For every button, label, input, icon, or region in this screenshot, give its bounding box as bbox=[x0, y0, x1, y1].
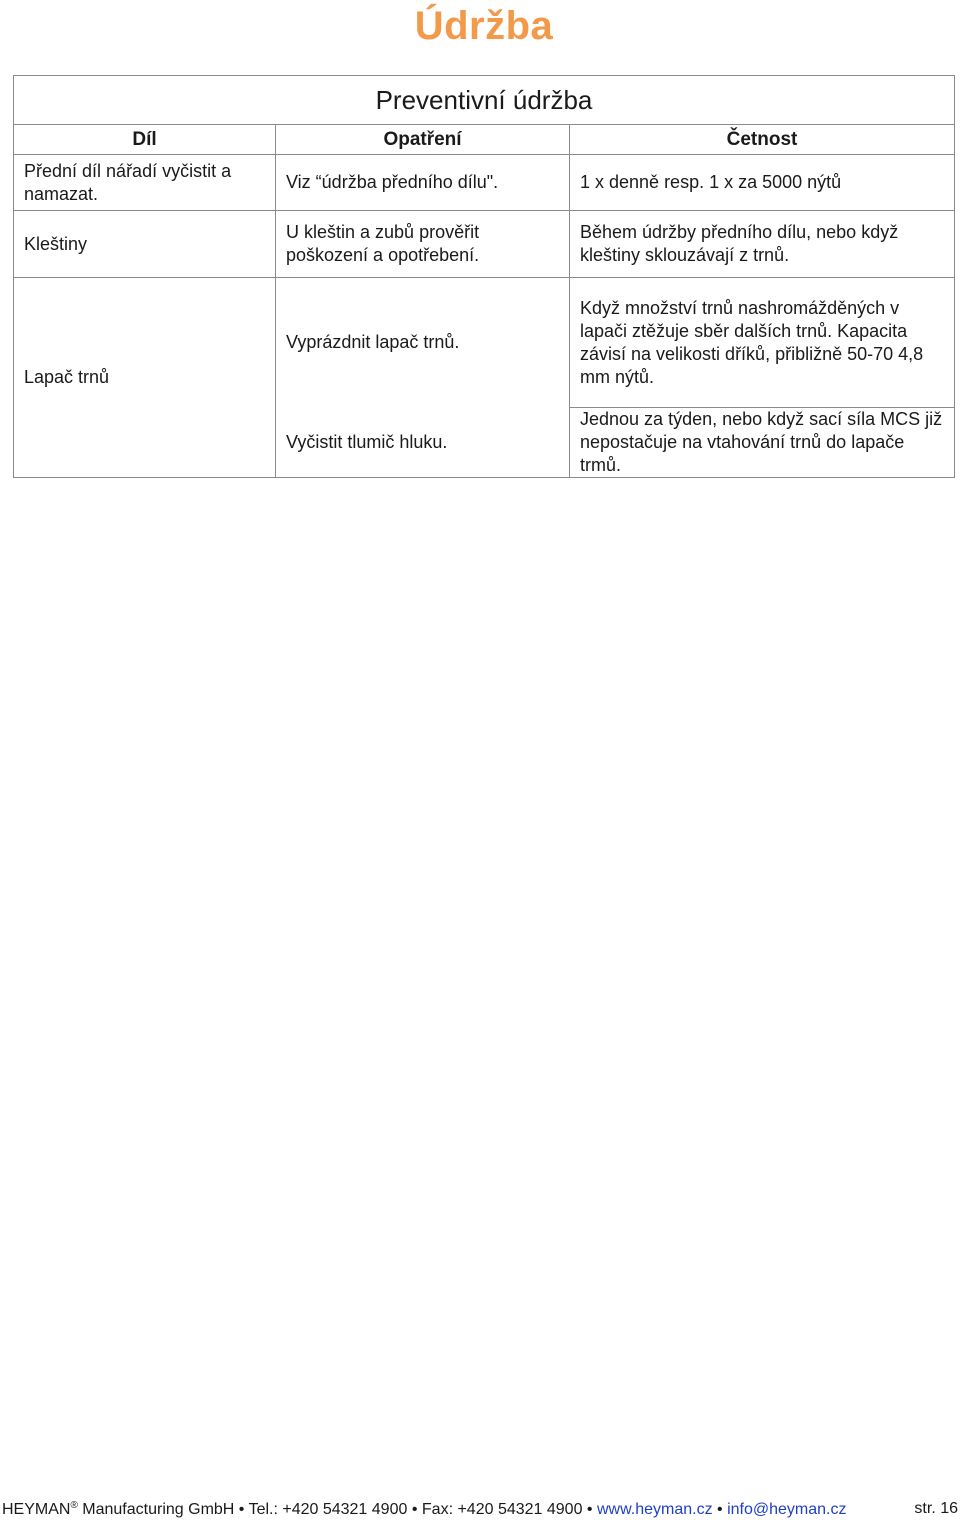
footer-fax: Fax: +420 54321 4900 bbox=[421, 1501, 583, 1518]
page-title: Údržba bbox=[414, 4, 554, 48]
footer-tel: Tel.: +420 54321 4900 bbox=[248, 1501, 408, 1518]
cell-frequency: Když množství trnů nashromážděných v lapači ztěžuje sběr dalších trnů. Kapacita závisí na velikosti dříků, přibližně 50-70 4,8 mm nýtů. bbox=[570, 278, 955, 408]
page-footer bbox=[2, 1500, 958, 1519]
table-row bbox=[14, 278, 955, 408]
table-row bbox=[14, 211, 955, 278]
cell-part: Kleštiny bbox=[14, 211, 276, 278]
footer-separator: • bbox=[411, 1501, 418, 1518]
maintenance-table bbox=[13, 75, 955, 478]
cell-action: Vyprázdnit lapač trnů. bbox=[276, 278, 570, 408]
column-header-action: Opatření bbox=[276, 125, 570, 155]
page-number: str. 16 bbox=[914, 1500, 958, 1517]
cell-action: Viz “údržba předního dílu". bbox=[276, 155, 570, 211]
cell-action: Vyčistit tlumič hluku. bbox=[276, 408, 570, 478]
registered-mark: ® bbox=[70, 1500, 78, 1511]
footer-separator: • bbox=[717, 1501, 723, 1518]
cell-action: U kleštin a zubů prověřit poškození a opotřebení. bbox=[276, 211, 570, 278]
footer-company-rest: Manufacturing GmbH bbox=[82, 1501, 235, 1518]
cell-frequency: 1 x denně resp. 1 x za 5000 nýtů bbox=[570, 155, 955, 211]
cell-frequency: Jednou za týden, nebo když sací síla MCS již nepostačuje na vtahování trnů do lapače trmů. bbox=[570, 408, 955, 478]
table-caption: Preventivní údržba bbox=[14, 76, 955, 125]
cell-frequency: Během údržby předního dílu, nebo když kleštiny sklouzávají z trnů. bbox=[570, 211, 955, 278]
footer-separator: • bbox=[586, 1501, 593, 1518]
table-row bbox=[14, 155, 955, 211]
footer-email-link[interactable]: info@heyman.cz bbox=[727, 1501, 847, 1518]
footer-separator: • bbox=[238, 1501, 245, 1518]
footer-company: HEYMAN bbox=[2, 1501, 71, 1518]
cell-part: Přední díl nářadí vyčistit a namazat. bbox=[14, 155, 276, 211]
cell-part: Lapač trnů bbox=[14, 278, 276, 478]
column-header-frequency: Četnost bbox=[570, 125, 955, 155]
footer-web-link[interactable]: www.heyman.cz bbox=[596, 1501, 713, 1518]
column-header-part: Díl bbox=[14, 125, 276, 155]
